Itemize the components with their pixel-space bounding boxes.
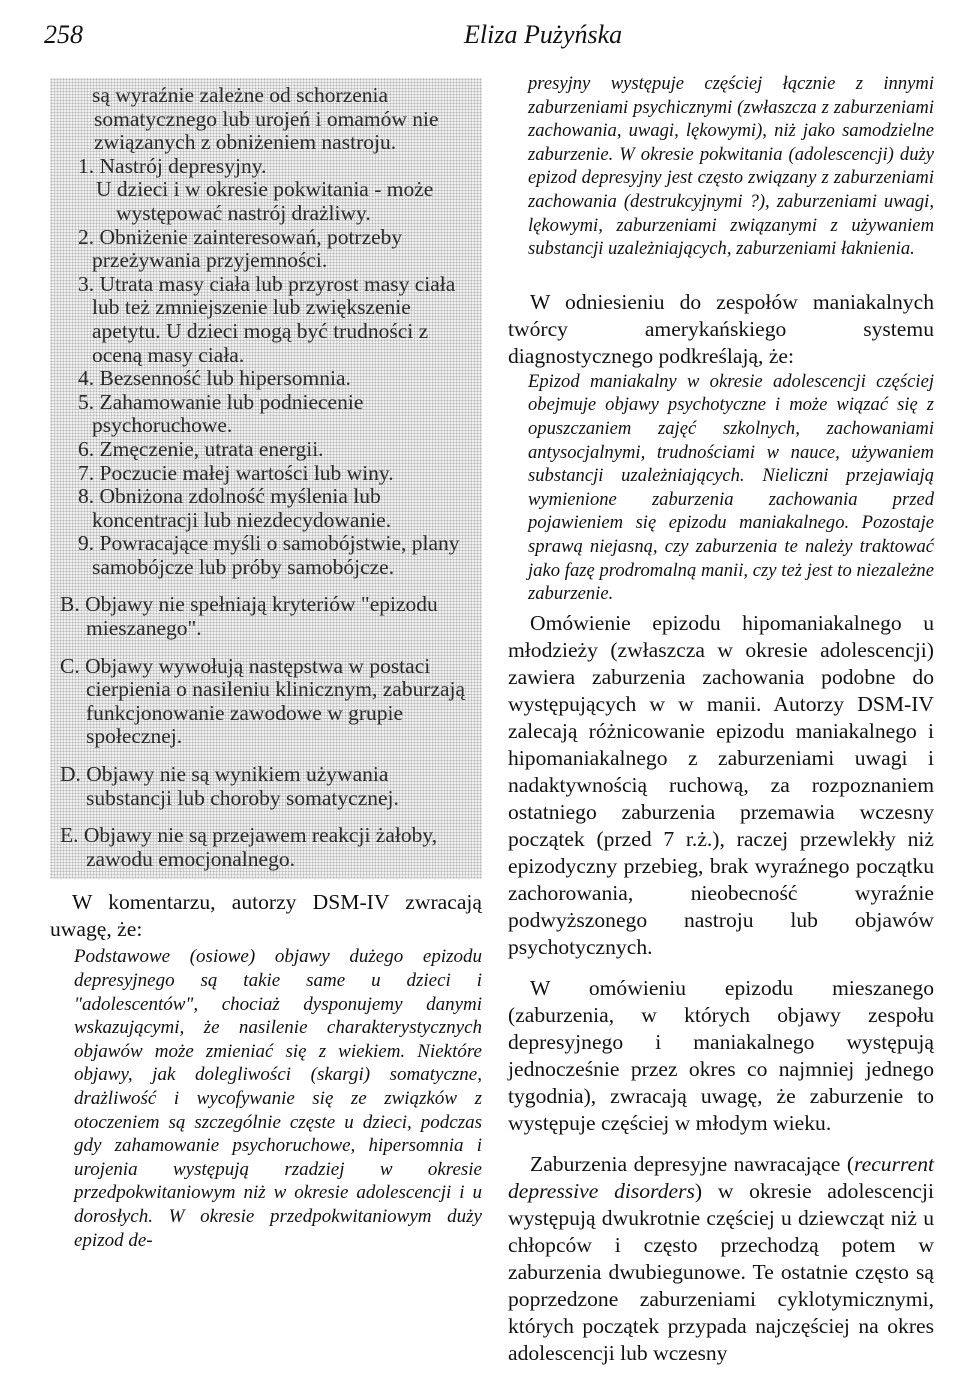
criteria-item-7: 7. Poczucie małej wartości lub winy. — [78, 460, 394, 485]
criterion-c: C. Objawy wywołują następstwa w postaci cierpienia o nasileniu klinicznym, zaburzają funkcjonowanie zawodowe w grupie społecznej. — [60, 653, 466, 749]
running-head: Eliza Pużyńska — [464, 20, 623, 49]
recurrent-term: recurrent depressive disorders — [508, 1151, 934, 1203]
page-number: 258 — [44, 20, 83, 49]
paragraph-hypomanic: Omówienie epizodu hipomaniakalnego u młodzieży (zwłaszcza w okresie adolescencji) zawiera zaburzenia zachowania podobne do występujących w w manii. Autorzy DSM-IV zalecają różnicowanie epizodu maniakalnego i hipomaniakalnego z zaburzeniami uwagi i nadaktywnością ruchową, za rozpoznaniem ostatniego zaburzenia przemawia wczesny początek (przed 7 r.ż.), raczej przewlekły niż epizodyczny przebieg, brak wyraźnego początku zachorowania, nieobecność wyraźnie podwyższonego nastroju lub objawów psychotycznych. — [508, 610, 934, 959]
recurrent-start: Zaburzenia depresyjne nawracające ( — [530, 1151, 855, 1176]
page-header — [44, 20, 916, 60]
criteria-box — [50, 78, 482, 879]
criterion-e: E. Objawy nie są przejawem reakcji żałoby, zawodu emocjonalnego. — [60, 823, 438, 871]
paragraph-maniacal: W odniesieniu do zespołów maniakalnych twórcy amerykańskiego systemu diagnostycznego podkreślają, że: — [508, 289, 934, 368]
criterion-b: B. Objawy nie spełniają kryteriów "epizodu mieszanego". — [60, 592, 438, 641]
criteria-item-8: 8. Obniżona zdolność myślenia lub koncentracji lub niezdecydowanie. — [78, 484, 392, 532]
criteria-intro: są wyraźnie zależne od schorzenia somatycznego lub urojeń i omamów nie związanych z obniżeniem nastroju. — [92, 83, 439, 155]
criteria-item-5: 5. Zahamowanie lub podniecenie psychoruchowe. — [78, 389, 364, 438]
criteria-item-2: 2. Obniżenie zainteresowań, potrzeby przeżywania przyjemności. — [78, 224, 403, 273]
right-column — [508, 72, 934, 1367]
criteria-item-6: 6. Zmęczenie, utrata energii. — [78, 436, 324, 461]
criteria-item-3: 3. Utrata masy ciała lub przyrost masy ciała lub też zmniejszenie lub zwiększenie apetytu. U dzieci mogą być trudności z oceną masy ciała. — [78, 271, 456, 367]
criterion-d: D. Objawy nie są wynikiem używania substancji lub choroby somatycznej. — [60, 762, 399, 810]
paragraph-recurrent — [508, 1151, 934, 1367]
dsm-quote: Podstawowe (osiowe) objawy dużego epizodu depresyjnego są takie same u dzieci i "adolescentów", chociaż dysponujemy danymi wskazującymi, że nasilenie charakterystycznych objawów może zmieniać się z wiekiem. Niektóre objawy, jak dolegliwości (skargi) somatyczne, drażliwość i wycofywanie się ze związków z otoczeniem są szczególnie częste u dzieci, podczas gdy zahamowanie psychoruchowe, hipersomnia i urojenia występują rzadziej w okresie przedpokwitaniowym niż w okresie adolescencji i u dorosłych. W okresie przedpokwitaniowym duży epizod de- — [74, 946, 482, 1251]
dsm-quote-continuation: presyjny występuje częściej łącznie z innymi zaburzeniami psychicznymi (zwłaszcza z zaburzeniami zachowania, uwagi, lękowymi), niż jako samodzielne zaburzenie. W okresie pokwitania (adolescencji) duży epizod depresyjny jest często związany z zaburzeniami zachowania (destrukcyjnymi ?), zaburzeniami uwagi, lękowymi, zaburzeniami związanymi z używaniem substancji uzależniających, zaburzeniami łaknienia. — [528, 73, 934, 260]
criteria-item-1-note: U dzieci i w okresie pokwitania - może występować nastrój drażliwy. — [96, 177, 434, 225]
comment-paragraph: W komentarzu, autorzy DSM-IV zwracają uwagę, że: — [50, 890, 482, 942]
criteria-item-4: 4. Bezsenność lub hipersomnia. — [78, 366, 351, 391]
criteria-item-1: 1. Nastrój depresyjny. — [78, 153, 267, 178]
left-column — [50, 78, 482, 1252]
paragraph-mixed: W omówieniu epizodu mieszanego (zaburzenia, w których objawy zespołu depresyjnego i maniakalnego występują jednocześnie przez okres co najmniej jednego tygodnia), zwracają uwagę, że zaburzenie to występuje częściej w młodym wieku. — [508, 975, 934, 1135]
recurrent-end: ) w okresie adolescencji występują dwukrotnie częściej u dziewcząt niż u chłopców i często przechodzą potem w zaburzenia dwubiegunowe. Te ostatnie często są poprzedzone zaburzeniami cyklotymicznymi, których początek przypada najczęściej na okres adolescencji lub wczesny — [508, 1178, 934, 1365]
criteria-item-9: 9. Powracające myśli o samobójstwie, plany samobójcze lub próby samobójcze. — [78, 531, 460, 579]
maniacal-quote: Epizod maniakalny w okresie adolescencji częściej obejmuje objawy psychotyczne i może wiązać się z opuszczaniem zajęć szkolnych, zachowaniami antysocjalnymi, trudnościami w nauce, używaniem substancji uzależniających. Nieliczni przejawiają wymienione zaburzenia zachowania przed pojawieniem się epizodu maniakalnego. Pozostaje sprawą niejasną, czy zaburzenia te należy traktować jako fazę prodromalną manii, czy też jest to niezależne zaburzenie. — [528, 370, 934, 605]
